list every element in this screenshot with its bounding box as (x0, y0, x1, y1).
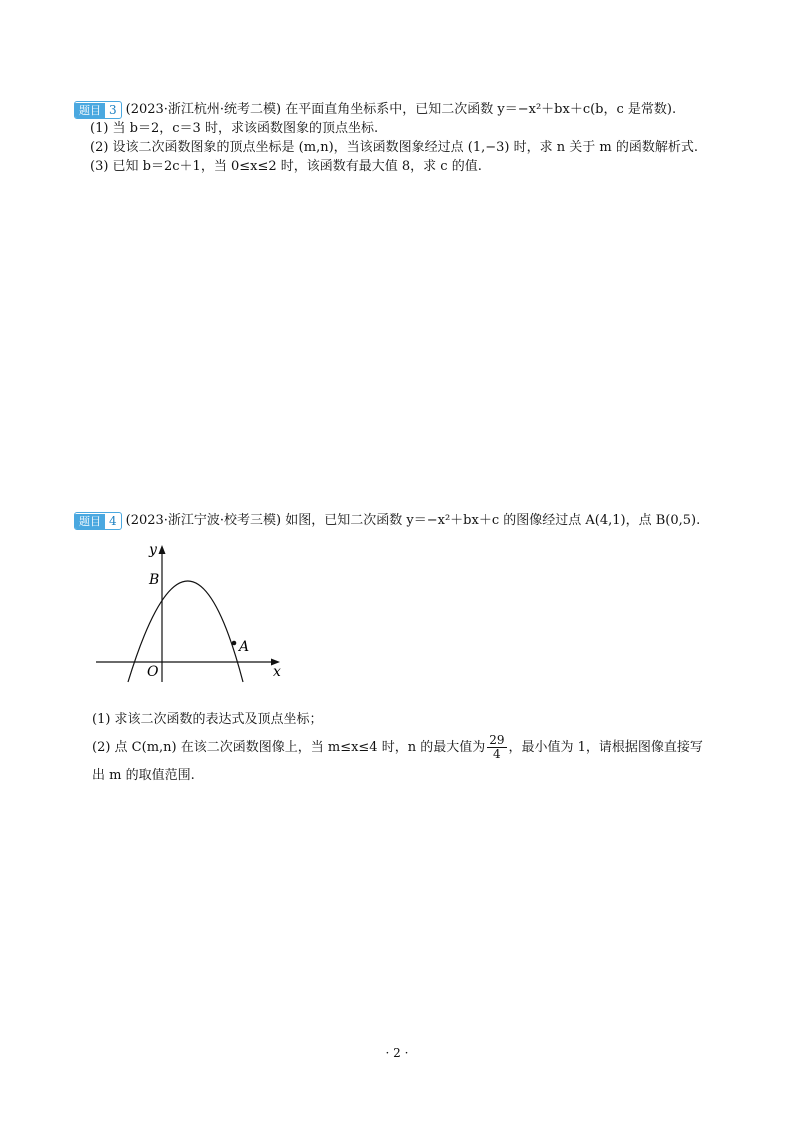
problem-4-q2-part-1: (2) 点 C(m,n) 在该二次函数图像上，当 m≤x≤4 时，n 的最大值为 (92, 740, 486, 755)
problem-4 (74, 511, 734, 530)
problem-4-question-1: (1) 求该二次函数的表达式及顶点坐标； (92, 712, 323, 727)
problem-4-header: (2023·浙江宁波·校考三模) 如图，已知二次函数 y＝−x²＋bx＋c 的图像经过点 A(4,1)，点 B(0,5). (125, 513, 701, 528)
problem-tag-label: 题目 (75, 103, 105, 119)
y-axis-arrow (159, 545, 166, 554)
problem-3-header-line (74, 100, 734, 119)
label-B: B (149, 572, 160, 588)
problem-4-questions (92, 710, 752, 785)
problem-3-header: (2023·浙江杭州·统考二模) 在平面直角坐标系中，已知二次函数 y＝−x²＋bx＋c(b，c 是常数). (125, 102, 677, 117)
problem-3-tag (74, 101, 122, 119)
problem-4-header-line (74, 511, 734, 530)
problem-3-question-1: (1) 当 b＝2，c＝3 时，求该函数图象的顶点坐标. (90, 121, 379, 136)
fraction-denominator: 4 (493, 747, 501, 761)
problem-3-question-2: (2) 设该二次函数图象的顶点坐标是 (m,n)，当该函数图象经过点 (1,−3) 时，求 n 关于 m 的函数解析式. (90, 140, 698, 155)
problem-4-tag (74, 512, 122, 530)
parabola-curve (128, 581, 243, 682)
problem-tag-number: 3 (109, 102, 117, 117)
parabola-figure (92, 540, 288, 688)
fraction-29-over-4 (487, 734, 506, 761)
label-y: y (149, 542, 157, 558)
problem-4-question-2-line-1 (92, 734, 752, 760)
label-A: A (239, 639, 250, 655)
point-A (232, 641, 237, 646)
fraction-numerator: 29 (489, 733, 505, 747)
label-x: x (273, 664, 281, 680)
problem-3-question-3: (3) 已知 b＝2c＋1，当 0≤x≤2 时，该函数有最大值 8，求 c 的值. (90, 159, 482, 174)
problem-tag-number: 4 (109, 513, 117, 528)
problem-4-question-2-line-2: 出 m 的取值范围. (92, 768, 195, 783)
label-origin: O (147, 664, 159, 680)
problem-tag-label: 题目 (75, 514, 105, 530)
page-number: · 2 · (385, 1046, 409, 1060)
problem-4-q2-part-2: ，最小值为 1，请根据图像直接写 (508, 740, 703, 755)
parabola-graph (92, 540, 288, 688)
problem-3 (74, 100, 734, 176)
